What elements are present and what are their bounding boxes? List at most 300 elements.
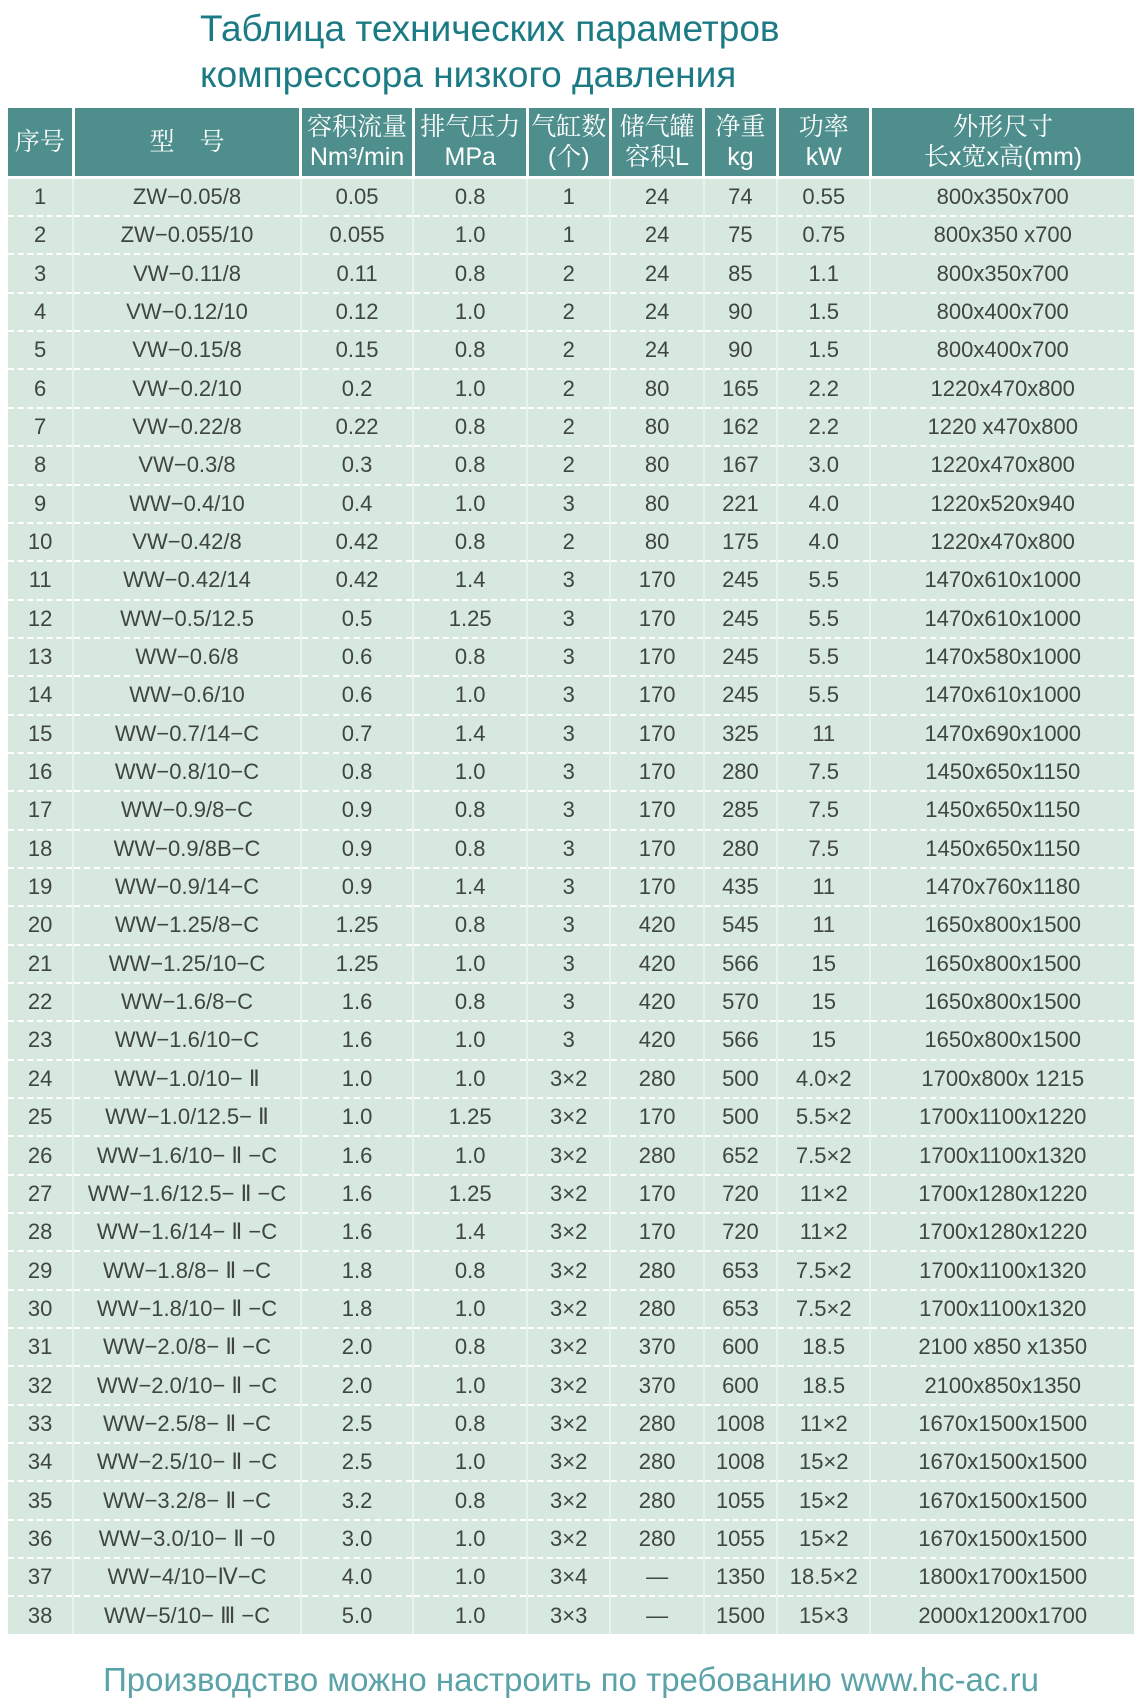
table-cell: 1220x470x800 [870,446,1134,484]
table-cell: 5.5×2 [777,1098,870,1136]
table-row [8,408,1134,446]
table-cell: 0.2 [301,369,414,407]
table-cell: 0.9 [301,791,414,829]
table-cell: 2 [527,293,610,331]
header-line-2: 容积L [625,142,690,171]
table-cell: 800x350x700 [870,177,1134,216]
table-cell: WW−0.7/14−C [73,715,300,753]
table-cell: 165 [704,369,777,407]
table-cell: VW−0.22/8 [73,408,300,446]
table-cell: 2000x1200x1700 [870,1596,1134,1633]
table-row [8,1136,1134,1174]
table-cell: 280 [610,1290,703,1328]
table-cell: 420 [610,983,703,1021]
header-line-2: MPa [444,142,496,171]
table-cell: 500 [704,1060,777,1098]
table-cell: 10 [8,523,73,561]
table-cell: 566 [704,1021,777,1059]
table-cell: 1500 [704,1596,777,1633]
table-cell: 280 [610,1060,703,1098]
table-cell: 1.0 [413,1520,527,1558]
table-row [8,1481,1134,1519]
table-cell: 0.8 [413,830,527,868]
table-cell: 27 [8,1175,73,1213]
table-cell: 175 [704,523,777,561]
table-cell: 1.0 [301,1098,414,1136]
table-cell: WW−1.6/14− Ⅱ −C [73,1213,300,1251]
table-cell: 7.5 [777,791,870,829]
table-cell: 420 [610,906,703,944]
table-cell: 0.42 [301,523,414,561]
table-cell: WW−1.25/10−C [73,945,300,983]
table-cell: 1650x800x1500 [870,945,1134,983]
table-cell: 1.0 [413,1136,527,1174]
table-cell: WW−2.5/8− Ⅱ −C [73,1405,300,1443]
table-cell: 15 [777,983,870,1021]
table-cell: 1470x690x1000 [870,715,1134,753]
table-cell: 80 [610,523,703,561]
table-cell: 170 [610,676,703,714]
table-cell: 1.0 [413,1290,527,1328]
table-cell: 32 [8,1366,73,1404]
header-line-2: kg [727,142,754,171]
table-cell: 4.0 [301,1558,414,1596]
table-cell: 17 [8,791,73,829]
table-cell: 1700x1100x1320 [870,1136,1134,1174]
table-cell: 1.8 [301,1251,414,1289]
table-cell: 1.4 [413,868,527,906]
table-cell: 1670x1500x1500 [870,1481,1134,1519]
table-cell: 0.15 [301,331,414,369]
table-cell: 280 [610,1405,703,1443]
table-cell: 280 [610,1251,703,1289]
table-cell: WW−1.0/10− Ⅱ [73,1060,300,1098]
table-cell: 11 [777,906,870,944]
table-cell: 325 [704,715,777,753]
table-cell: 12 [8,600,73,638]
table-row [8,868,1134,906]
table-cell: 1700x1280x1220 [870,1213,1134,1251]
table-row [8,1558,1134,1596]
table-cell: 245 [704,638,777,676]
table-cell: 3 [527,485,610,523]
table-row [8,1175,1134,1213]
table-cell: 11 [777,715,870,753]
table-cell: WW−2.5/10− Ⅱ −C [73,1443,300,1481]
table-cell: 36 [8,1520,73,1558]
table-cell: WW−0.9/8−C [73,791,300,829]
table-cell: 74 [704,177,777,216]
table-cell: 0.55 [777,177,870,216]
header-line-1: 容积流量 [307,112,408,141]
table-cell: 170 [610,1213,703,1251]
table-cell: 1450x650x1150 [870,791,1134,829]
table-cell: WW−0.42/14 [73,561,300,599]
table-cell: 34 [8,1443,73,1481]
table-cell: 170 [610,1098,703,1136]
table-row [8,753,1134,791]
table-cell: 7.5 [777,830,870,868]
table-cell: 1.0 [301,1060,414,1098]
table-cell: WW−1.6/12.5− Ⅱ −C [73,1175,300,1213]
table-cell: WW−0.9/14−C [73,868,300,906]
table-cell: 1055 [704,1520,777,1558]
table-cell: 18 [8,830,73,868]
table-cell: 0.7 [301,715,414,753]
table-cell: 170 [610,561,703,599]
table-cell: 221 [704,485,777,523]
table-cell: 5 [8,331,73,369]
table-cell: 85 [704,254,777,292]
table-cell: 3×2 [527,1481,610,1519]
table-row [8,216,1134,254]
table-cell: VW−0.11/8 [73,254,300,292]
header-cell [413,108,527,178]
table-cell: 5.5 [777,638,870,676]
table-cell: 1.25 [301,906,414,944]
table-cell: 0.8 [413,1251,527,1289]
table-cell: 1.0 [413,1060,527,1098]
table-cell: 2 [527,331,610,369]
table-cell: 800x350 x700 [870,216,1134,254]
table-cell: 31 [8,1328,73,1366]
table-cell: 3.2 [301,1481,414,1519]
table-cell: 1470x610x1000 [870,561,1134,599]
table-cell: 1350 [704,1558,777,1596]
compressor-parameters-table [8,108,1134,1634]
table-cell: 2.5 [301,1443,414,1481]
table-cell: 720 [704,1175,777,1213]
table-cell: WW−0.8/10−C [73,753,300,791]
table-cell: 1700x800x 1215 [870,1060,1134,1098]
table-cell: 2 [8,216,73,254]
table-cell: 15×2 [777,1443,870,1481]
header-cell [527,108,610,178]
table-cell: 0.8 [413,446,527,484]
table-cell: 170 [610,791,703,829]
table-cell: 0.5 [301,600,414,638]
table-cell: 0.3 [301,446,414,484]
table-cell: 170 [610,1175,703,1213]
table-cell: 3 [527,791,610,829]
table-cell: 28 [8,1213,73,1251]
table-cell: 1 [527,216,610,254]
table-cell: 600 [704,1328,777,1366]
table-cell: 0.9 [301,868,414,906]
footer-note: Производство можно настроить по требованию www.hc-ac.ru [103,1660,1039,1698]
table-cell: 22 [8,983,73,1021]
header-cell [8,108,73,178]
table-row [8,1098,1134,1136]
table-cell: 2.5 [301,1405,414,1443]
table-cell: 170 [610,830,703,868]
table-header-row [8,108,1134,178]
table-cell: 2 [527,523,610,561]
table-cell: 285 [704,791,777,829]
table-cell: 0.4 [301,485,414,523]
table-cell: 2100 x850 x1350 [870,1328,1134,1366]
table-cell: 1.0 [413,1596,527,1633]
table-cell: 3×4 [527,1558,610,1596]
table-cell: 75 [704,216,777,254]
table-cell: 3×2 [527,1136,610,1174]
table-cell: 3×2 [527,1290,610,1328]
table-row [8,715,1134,753]
table-cell: 90 [704,293,777,331]
header-line-1: 外形尺寸 [952,112,1053,141]
table-cell: 1.0 [413,1443,527,1481]
table-cell: 8 [8,446,73,484]
table-cell: 15×2 [777,1520,870,1558]
table-cell: 545 [704,906,777,944]
table-cell: 1.1 [777,254,870,292]
table-row [8,1251,1134,1289]
table-cell: 5.0 [301,1596,414,1633]
table-cell: WW−0.6/10 [73,676,300,714]
table-cell: 13 [8,638,73,676]
table-cell: 7.5×2 [777,1251,870,1289]
table-cell: 245 [704,600,777,638]
table-cell: 3×2 [527,1060,610,1098]
header-line-2: (个) [547,142,590,171]
table-row [8,983,1134,1021]
table-cell: 245 [704,676,777,714]
table-cell: 0.8 [413,523,527,561]
table-cell: WW−1.8/10− Ⅱ −C [73,1290,300,1328]
table-cell: 26 [8,1136,73,1174]
table-cell: 3 [527,1021,610,1059]
table-cell: 1470x610x1000 [870,600,1134,638]
table-cell: 7.5×2 [777,1290,870,1328]
table-cell: 0.42 [301,561,414,599]
table-row [8,1520,1134,1558]
table-cell: 0.055 [301,216,414,254]
table-cell: 3 [527,600,610,638]
table-cell: 1.6 [301,1021,414,1059]
table-cell: 3×2 [527,1443,610,1481]
table-cell: 0.6 [301,676,414,714]
table-cell: WW−4/10−Ⅳ−C [73,1558,300,1596]
table-cell: 1.0 [413,1021,527,1059]
table-cell: 1.6 [301,1213,414,1251]
header-cell [73,108,300,178]
table-cell: 3×2 [527,1251,610,1289]
table-cell: 1650x800x1500 [870,1021,1134,1059]
table-cell: 500 [704,1098,777,1136]
table-cell: 0.8 [413,906,527,944]
table-cell: 1220x470x800 [870,523,1134,561]
table-cell: 38 [8,1596,73,1633]
table-cell: 3×2 [527,1366,610,1404]
table-cell: 420 [610,1021,703,1059]
table-cell: 24 [610,216,703,254]
table-cell: 20 [8,906,73,944]
table-cell: 0.8 [413,331,527,369]
table-cell: 3×3 [527,1596,610,1633]
table-cell: 280 [704,830,777,868]
table-cell: 7.5 [777,753,870,791]
table-cell: 3 [527,676,610,714]
table-row [8,1021,1134,1059]
table-cell: 24 [610,293,703,331]
table-cell: 2.0 [301,1366,414,1404]
table-cell: 280 [704,753,777,791]
table-cell: 9 [8,485,73,523]
table-cell: 280 [610,1136,703,1174]
table-cell: VW−0.15/8 [73,331,300,369]
table-cell: 80 [610,369,703,407]
table-cell: 3×2 [527,1328,610,1366]
table-cell: 1.6 [301,983,414,1021]
table-cell: 0.8 [413,177,527,216]
header-line-1: 序号 [14,127,65,156]
table-cell: 1.4 [413,715,527,753]
table-row [8,1328,1134,1366]
table-cell: 3 [527,945,610,983]
table-cell: 4.0×2 [777,1060,870,1098]
table-cell: WW−0.5/12.5 [73,600,300,638]
table-cell: 7.5×2 [777,1136,870,1174]
table-cell: 18.5×2 [777,1558,870,1596]
table-row [8,1596,1134,1633]
table-cell: 5.5 [777,600,870,638]
table-cell: 800x400x700 [870,331,1134,369]
table-cell: 3 [527,830,610,868]
table-cell: 1450x650x1150 [870,753,1134,791]
table-cell: ZW−0.05/8 [73,177,300,216]
table-cell: 1.5 [777,293,870,331]
table-row [8,1443,1134,1481]
table-cell: 1700x1100x1320 [870,1251,1134,1289]
table-row [8,791,1134,829]
table-cell: 0.8 [413,1481,527,1519]
table-cell: 162 [704,408,777,446]
table-cell: 11×2 [777,1213,870,1251]
table-cell: 653 [704,1251,777,1289]
table-row [8,1290,1134,1328]
table-cell: 1470x610x1000 [870,676,1134,714]
table-row [8,293,1134,331]
header-cell [704,108,777,178]
table-cell: 1.0 [413,369,527,407]
table-cell: 170 [610,753,703,791]
table-cell: WW−1.6/10−C [73,1021,300,1059]
table-cell: 0.22 [301,408,414,446]
table-row [8,906,1134,944]
table-row [8,830,1134,868]
table-cell: 1.0 [413,485,527,523]
table-cell: 90 [704,331,777,369]
table-cell: 0.8 [413,408,527,446]
table-cell: 24 [8,1060,73,1098]
table-cell: 2100x850x1350 [870,1366,1134,1404]
table-cell: 35 [8,1481,73,1519]
table-row [8,1405,1134,1443]
table-cell: WW−2.0/10− Ⅱ −C [73,1366,300,1404]
table-cell: 0.05 [301,177,414,216]
table-cell: 0.8 [413,254,527,292]
table-cell: 3 [527,983,610,1021]
table-cell: 2 [527,369,610,407]
table-cell: 1.25 [413,1098,527,1136]
table-cell: 4 [8,293,73,331]
table-row [8,369,1134,407]
table-cell: 30 [8,1290,73,1328]
table-cell: 11×2 [777,1405,870,1443]
table-cell: 280 [610,1520,703,1558]
table-cell: 653 [704,1290,777,1328]
table-cell: WW−2.0/8− Ⅱ −C [73,1328,300,1366]
table-cell: 1.25 [413,600,527,638]
table-cell: 3 [527,715,610,753]
header-cell [301,108,414,178]
table-cell: 11×2 [777,1175,870,1213]
page-title [200,6,1142,98]
table-cell: 167 [704,446,777,484]
table-cell: 1.0 [413,1558,527,1596]
table-cell: 0.6 [301,638,414,676]
table-cell: 1.0 [413,945,527,983]
table-cell: 33 [8,1405,73,1443]
table-cell: 1670x1500x1500 [870,1405,1134,1443]
table-cell: 1700x1100x1220 [870,1098,1134,1136]
table-cell: 800x350x700 [870,254,1134,292]
table-cell: 800x400x700 [870,293,1134,331]
table-cell: 170 [610,600,703,638]
table-cell: 2 [527,408,610,446]
table-cell: VW−0.42/8 [73,523,300,561]
table-cell: 3 [527,638,610,676]
table-cell: 3 [8,254,73,292]
header-line-1: 净重 [715,112,766,141]
table-row [8,1366,1134,1404]
table-cell: 2.2 [777,369,870,407]
table-cell: WW−3.2/8− Ⅱ −C [73,1481,300,1519]
table-cell: 1220x520x940 [870,485,1134,523]
table-cell: — [610,1558,703,1596]
table-cell: 420 [610,945,703,983]
table-cell: 16 [8,753,73,791]
table-cell: 0.8 [413,1328,527,1366]
table-cell: 80 [610,408,703,446]
table-cell: 0.12 [301,293,414,331]
table-cell: 29 [8,1251,73,1289]
table-cell: 280 [610,1443,703,1481]
table-cell: 4.0 [777,485,870,523]
table-row [8,1213,1134,1251]
table-cell: 15×3 [777,1596,870,1633]
table-cell: VW−0.3/8 [73,446,300,484]
table-row [8,1060,1134,1098]
header-cell [777,108,870,178]
table-cell: WW−1.0/12.5− Ⅱ [73,1098,300,1136]
table-cell: 3×2 [527,1098,610,1136]
table-cell: WW−0.9/8B−C [73,830,300,868]
table-cell: 19 [8,868,73,906]
table-row [8,561,1134,599]
table-row [8,485,1134,523]
table-cell: 5.5 [777,676,870,714]
table-row [8,638,1134,676]
table-cell: 566 [704,945,777,983]
table-cell: 3×2 [527,1175,610,1213]
header-line-2: Nm³/min [309,142,405,171]
table-cell: 1470x760x1180 [870,868,1134,906]
header-line-2: kW [805,142,842,171]
table-cell: 25 [8,1098,73,1136]
table-row [8,676,1134,714]
table-cell: 37 [8,1558,73,1596]
